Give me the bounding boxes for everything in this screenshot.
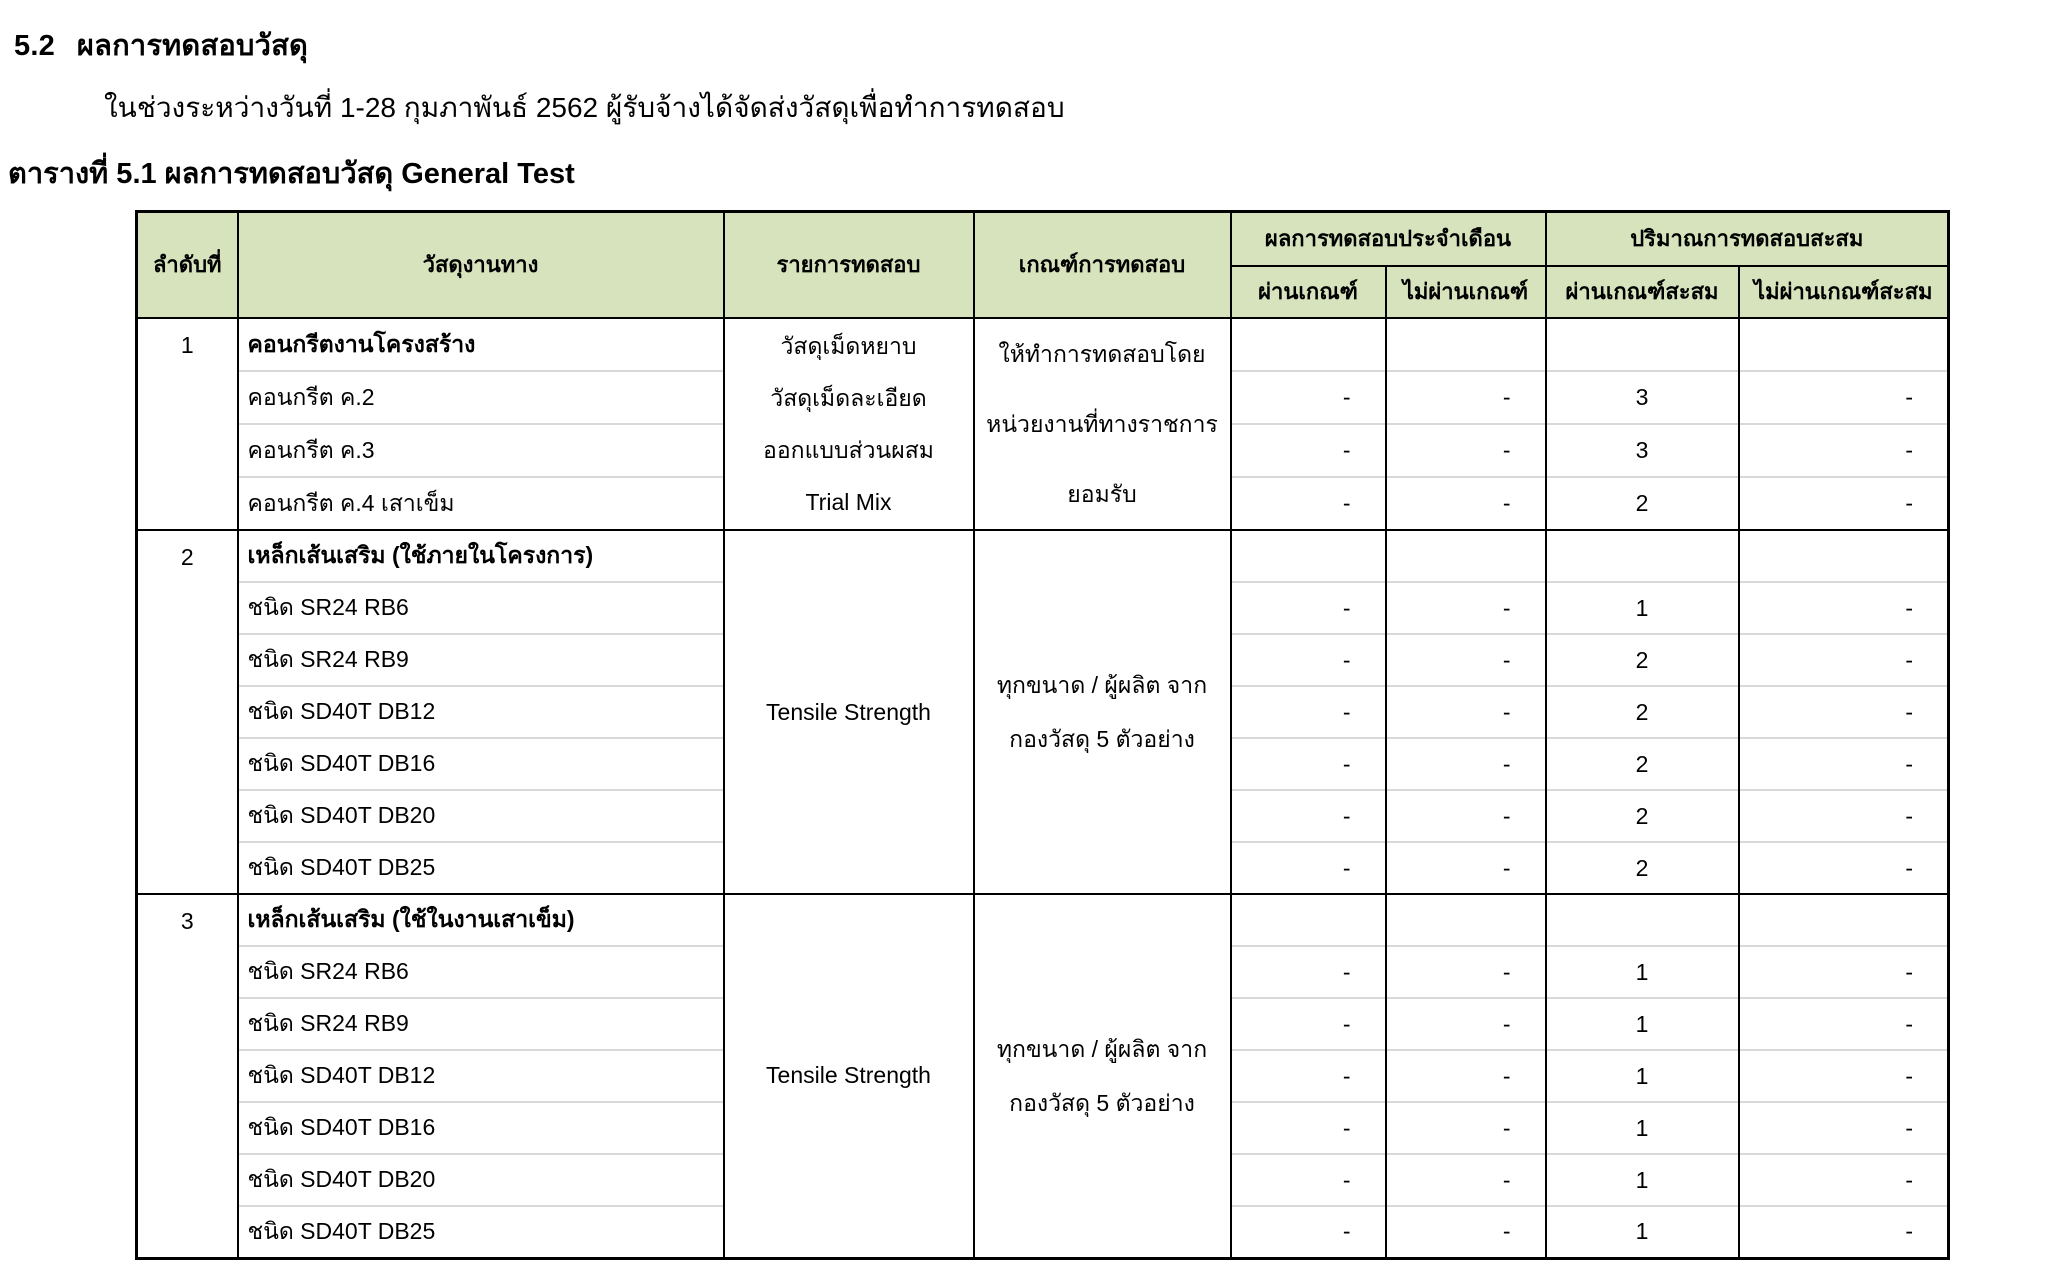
group-title-row [137, 318, 1949, 371]
fail-monthly-cell: - [1386, 582, 1546, 634]
pass-monthly-cell: - [1231, 1154, 1386, 1206]
pass-cumulative-cell: 3 [1546, 371, 1739, 424]
material-group-title: คอนกรีตงานโครงสร้าง [238, 318, 724, 371]
fail-cumulative-cell [1739, 318, 1949, 371]
fail-cumulative-cell: - [1739, 477, 1949, 530]
fail-cumulative-cell: - [1739, 371, 1949, 424]
fail-monthly-cell: - [1386, 790, 1546, 842]
section-title: ผลการทดสอบวัสดุ [76, 30, 308, 62]
test-items-cell [724, 894, 974, 1258]
fail-cumulative-cell: - [1739, 1206, 1949, 1258]
pass-monthly-cell: - [1231, 477, 1386, 530]
col-header-test: รายการทดสอบ [724, 212, 974, 319]
pass-monthly-cell [1231, 894, 1386, 946]
pass-monthly-cell: - [1231, 582, 1386, 634]
pass-cumulative-cell: 2 [1546, 686, 1739, 738]
fail-cumulative-cell: - [1739, 424, 1949, 477]
group-number: 3 [180, 908, 194, 934]
pass-cumulative-cell: 2 [1546, 634, 1739, 686]
fail-cumulative-cell: - [1739, 1154, 1949, 1206]
test-item-line: ออกแบบส่วนผสม [763, 437, 934, 463]
material-name: ชนิด SD40T DB25 [238, 842, 724, 894]
fail-monthly-cell: - [1386, 842, 1546, 894]
criteria-cell [974, 318, 1231, 530]
pass-monthly-cell [1231, 530, 1386, 582]
test-item-line: Tensile Strength [766, 698, 931, 725]
test-item-line: Trial Mix [805, 489, 892, 515]
material-name: ชนิด SD40T DB20 [238, 790, 724, 842]
table-caption: ตารางที่ 5.1 ผลการทดสอบวัสดุ General Test [8, 158, 575, 190]
pass-cumulative-cell [1546, 318, 1739, 371]
report-page [0, 22, 2058, 1260]
header-row-groups [137, 212, 1949, 267]
pass-cumulative-cell: 1 [1546, 946, 1739, 998]
pass-monthly-cell [1231, 318, 1386, 371]
material-name: ชนิด SD40T DB12 [238, 1050, 724, 1102]
test-item-line: วัสดุเม็ดละเอียด [770, 385, 927, 411]
fail-monthly-cell: - [1386, 371, 1546, 424]
fail-cumulative-cell: - [1739, 842, 1949, 894]
fail-cumulative-cell: - [1739, 634, 1949, 686]
material-name: คอนกรีต ค.2 [238, 371, 724, 424]
fail-monthly-cell: - [1386, 477, 1546, 530]
fail-monthly-cell: - [1386, 1102, 1546, 1154]
col-header-fail: ไม่ผ่านเกณฑ์ [1386, 266, 1546, 318]
fail-monthly-cell [1386, 318, 1546, 371]
fail-cumulative-cell [1739, 894, 1949, 946]
fail-cumulative-cell: - [1739, 946, 1949, 998]
criteria-line: ยอมรับ [1067, 481, 1137, 507]
section-heading [14, 22, 2058, 68]
fail-monthly-cell: - [1386, 634, 1546, 686]
pass-monthly-cell: - [1231, 424, 1386, 477]
pass-cumulative-cell: 2 [1546, 477, 1739, 530]
pass-cumulative-cell: 1 [1546, 1206, 1739, 1258]
pass-cumulative-cell [1546, 530, 1739, 582]
fail-cumulative-cell: - [1739, 1050, 1949, 1102]
section-number: 5.2 [14, 30, 55, 62]
pass-monthly-cell: - [1231, 738, 1386, 790]
general-test-table [135, 210, 1950, 1260]
col-header-fail-cum: ไม่ผ่านเกณฑ์สะสม [1739, 266, 1949, 318]
pass-monthly-cell: - [1231, 371, 1386, 424]
material-name: คอนกรีต ค.4 เสาเข็ม [238, 477, 724, 530]
fail-monthly-cell [1386, 530, 1546, 582]
fail-monthly-cell: - [1386, 738, 1546, 790]
col-header-criteria: เกณฑ์การทดสอบ [974, 212, 1231, 319]
col-header-material: วัสดุงานทาง [238, 212, 724, 319]
pass-cumulative-cell [1546, 894, 1739, 946]
fail-monthly-cell: - [1386, 1050, 1546, 1102]
col-group-cumulative: ปริมาณการทดสอบสะสม [1546, 212, 1949, 267]
table-body [137, 318, 1949, 1258]
material-name: ชนิด SD40T DB16 [238, 1102, 724, 1154]
fail-monthly-cell: - [1386, 424, 1546, 477]
material-group-title: เหล็กเส้นเสริม (ใช้ในงานเสาเข็ม) [238, 894, 724, 946]
pass-cumulative-cell: 1 [1546, 582, 1739, 634]
material-name: ชนิด SR24 RB9 [238, 998, 724, 1050]
criteria-line: ให้ทำการทดสอบโดย [998, 341, 1206, 367]
fail-cumulative-cell: - [1739, 582, 1949, 634]
pass-monthly-cell: - [1231, 946, 1386, 998]
fail-cumulative-cell: - [1739, 998, 1949, 1050]
criteria-line: หน่วยงานที่ทางราชการ [986, 411, 1218, 437]
group-number: 2 [180, 544, 194, 570]
pass-monthly-cell: - [1231, 842, 1386, 894]
material-name: ชนิด SR24 RB9 [238, 634, 724, 686]
group-number: 1 [180, 332, 194, 358]
col-group-monthly: ผลการทดสอบประจำเดือน [1231, 212, 1546, 267]
fail-monthly-cell: - [1386, 998, 1546, 1050]
pass-cumulative-cell: 2 [1546, 842, 1739, 894]
material-name: ชนิด SR24 RB6 [238, 582, 724, 634]
material-name: ชนิด SD40T DB25 [238, 1206, 724, 1258]
pass-monthly-cell: - [1231, 1102, 1386, 1154]
material-name: ชนิด SD40T DB20 [238, 1154, 724, 1206]
material-group-title: เหล็กเส้นเสริม (ใช้ภายในโครงการ) [238, 530, 724, 582]
criteria-line: กองวัสดุ 5 ตัวอย่าง [1009, 1089, 1195, 1116]
intro-paragraph: ในช่วงระหว่างวันที่ 1-28 กุมภาพันธ์ 2562 ผู้รับจ้างได้จัดส่งวัสดุเพื่อทำการทดสอบ [104, 92, 1065, 123]
material-name: คอนกรีต ค.3 [238, 424, 724, 477]
pass-cumulative-cell: 1 [1546, 1102, 1739, 1154]
group-title-row [137, 894, 1949, 946]
group-title-row [137, 530, 1949, 582]
fail-monthly-cell: - [1386, 1154, 1546, 1206]
col-header-pass: ผ่านเกณฑ์ [1231, 266, 1386, 318]
pass-cumulative-cell: 3 [1546, 424, 1739, 477]
pass-monthly-cell: - [1231, 998, 1386, 1050]
fail-monthly-cell: - [1386, 686, 1546, 738]
group-number-cell [137, 894, 238, 1258]
criteria-line: ทุกขนาด / ผู้ผลิต จาก [996, 672, 1208, 698]
fail-cumulative-cell: - [1739, 1102, 1949, 1154]
pass-cumulative-cell: 1 [1546, 1154, 1739, 1206]
pass-cumulative-cell: 1 [1546, 1050, 1739, 1102]
fail-cumulative-cell: - [1739, 790, 1949, 842]
group-number-cell [137, 530, 238, 894]
pass-cumulative-cell: 2 [1546, 790, 1739, 842]
fail-cumulative-cell: - [1739, 738, 1949, 790]
criteria-line: กองวัสดุ 5 ตัวอย่าง [1009, 726, 1195, 752]
pass-monthly-cell: - [1231, 1206, 1386, 1258]
test-item-line: วัสดุเม็ดหยาบ [780, 333, 917, 359]
group-number-cell [137, 318, 238, 530]
test-item-line: Tensile Strength [766, 1062, 931, 1089]
material-name: ชนิด SD40T DB12 [238, 686, 724, 738]
pass-monthly-cell: - [1231, 790, 1386, 842]
criteria-cell [974, 530, 1231, 894]
fail-monthly-cell [1386, 894, 1546, 946]
pass-monthly-cell: - [1231, 1050, 1386, 1102]
fail-monthly-cell: - [1386, 1206, 1546, 1258]
col-header-pass-cum: ผ่านเกณฑ์สะสม [1546, 266, 1739, 318]
test-items-cell [724, 318, 974, 530]
table-header [137, 212, 1949, 319]
test-items-cell [724, 530, 974, 894]
criteria-cell [974, 894, 1231, 1258]
material-name: ชนิด SD40T DB16 [238, 738, 724, 790]
pass-cumulative-cell: 1 [1546, 998, 1739, 1050]
criteria-line: ทุกขนาด / ผู้ผลิต จาก [996, 1035, 1208, 1062]
material-name: ชนิด SR24 RB6 [238, 946, 724, 998]
fail-cumulative-cell: - [1739, 686, 1949, 738]
col-header-no: ลำดับที่ [137, 212, 238, 319]
pass-cumulative-cell: 2 [1546, 738, 1739, 790]
fail-monthly-cell: - [1386, 946, 1546, 998]
fail-cumulative-cell [1739, 530, 1949, 582]
pass-monthly-cell: - [1231, 686, 1386, 738]
pass-monthly-cell: - [1231, 634, 1386, 686]
